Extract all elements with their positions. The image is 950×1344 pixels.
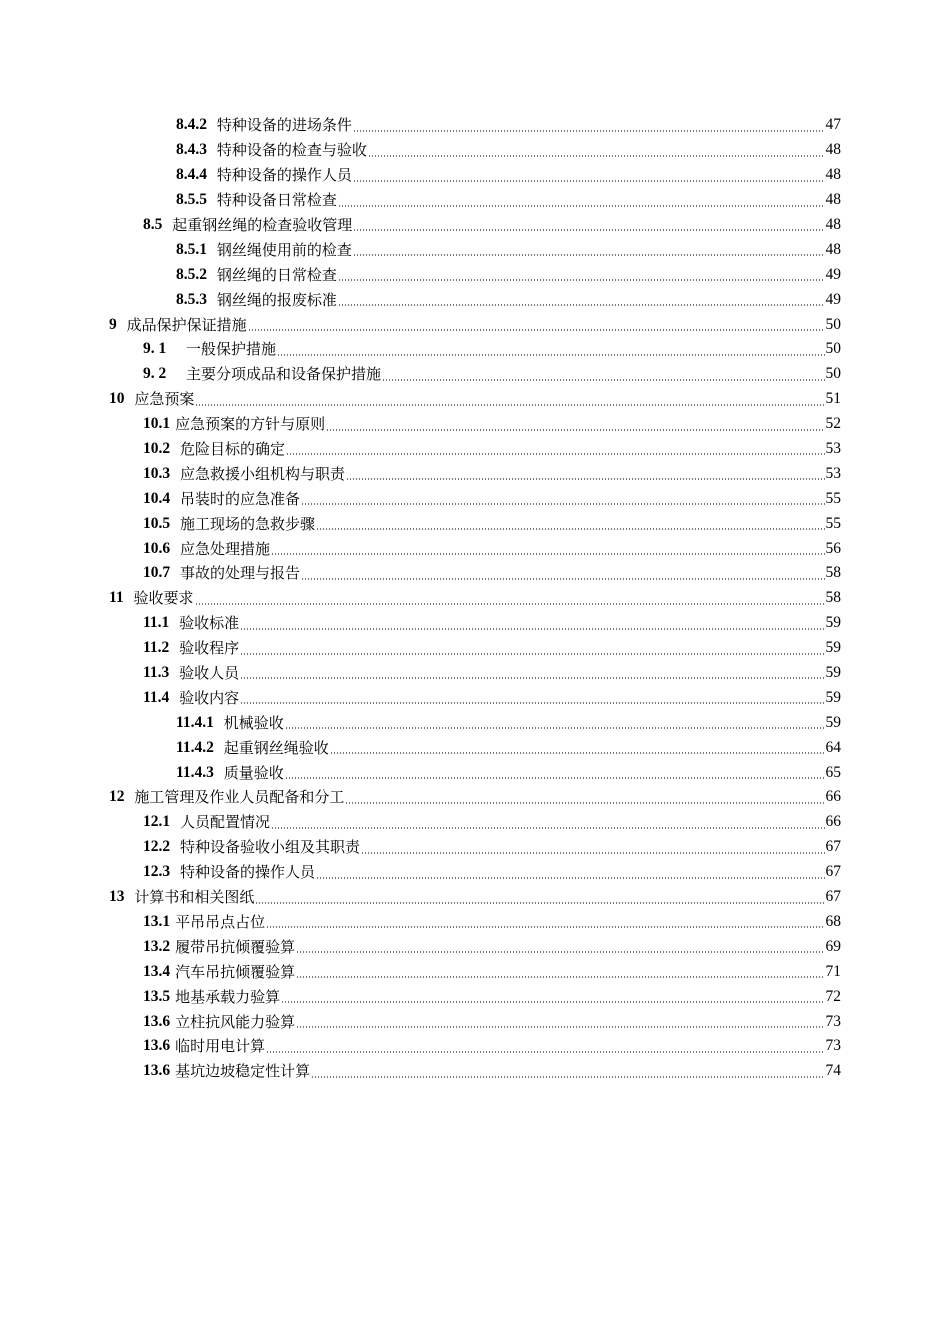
toc-entry-number: 12.2	[143, 838, 171, 856]
toc-entry-number: 8.5.3	[176, 290, 207, 308]
toc-entry-title: 地基承载力验算	[175, 987, 281, 1006]
toc-entry[interactable]	[0, 1034, 950, 1059]
toc-entry-page-number: 48	[825, 141, 841, 159]
toc-entry-number: 9	[109, 315, 117, 333]
toc-entry[interactable]	[0, 835, 950, 860]
toc-entry-page-number: 69	[825, 937, 841, 955]
dot-leader	[346, 478, 825, 480]
toc-entry-number: 8.5.2	[176, 265, 207, 283]
dot-leader	[266, 926, 824, 928]
toc-entry-page-number: 73	[825, 1012, 841, 1030]
toc-entry[interactable]	[0, 611, 950, 636]
toc-entry-page-number: 48	[825, 166, 841, 184]
toc-entry-spacer	[166, 339, 186, 359]
dot-leader	[353, 254, 825, 256]
toc-entry-title: 验收人员	[179, 664, 240, 683]
toc-entry-spacer	[170, 862, 180, 882]
toc-entry-number: 11.3	[143, 664, 170, 682]
dot-leader	[271, 827, 825, 829]
toc-entry-title: 危险目标的确定	[179, 440, 285, 459]
toc-entry-spacer	[125, 389, 135, 409]
toc-entry-number: 13.1	[143, 912, 171, 930]
dot-leader	[330, 752, 825, 754]
toc-entry-number: 8.4.2	[176, 116, 207, 134]
dot-leader	[353, 229, 824, 231]
toc-entry-number: 9. 2	[143, 365, 167, 383]
toc-entry-title: 钢丝绳使用前的检查	[216, 240, 352, 259]
toc-entry-title: 钢丝绳的报废标准	[216, 290, 337, 309]
toc-entry-page-number: 71	[825, 962, 841, 980]
toc-entry-spacer	[170, 464, 180, 484]
toc-entry-number: 11.4	[143, 688, 170, 706]
toc-entry[interactable]	[0, 586, 950, 611]
toc-entry-title: 起重钢丝绳的检查验收管理	[172, 216, 353, 234]
toc-entry-page-number: 51	[825, 390, 841, 408]
toc-entry-spacer	[169, 688, 179, 708]
dot-leader	[240, 628, 824, 630]
toc-entry-title: 施工现场的急救步骤	[179, 514, 315, 533]
toc-entry-number: 13.6	[143, 1037, 171, 1055]
toc-entry[interactable]	[0, 860, 950, 885]
dot-leader	[338, 205, 825, 207]
toc-entry-spacer	[214, 738, 224, 758]
toc-entry-page-number: 58	[825, 589, 841, 607]
toc-entry[interactable]	[0, 735, 950, 760]
toc-entry-spacer	[170, 514, 180, 534]
toc-entry-page-number: 50	[825, 340, 841, 358]
toc-entry-page-number: 65	[825, 763, 841, 781]
toc-entry-number: 10.3	[143, 464, 171, 482]
toc-entry-spacer	[169, 613, 179, 633]
toc-entry-title: 钢丝绳的日常检查	[216, 265, 337, 284]
toc-entry-number: 12.1	[143, 813, 171, 831]
toc-entry-page-number: 55	[825, 489, 841, 507]
toc-entry-title: 验收标准	[179, 614, 240, 633]
toc-entry-spacer	[207, 140, 217, 160]
toc-entry-page-number: 48	[825, 216, 841, 233]
toc-entry-page-number: 59	[825, 614, 841, 632]
toc-entry-title: 应急预案的方针与原则	[175, 415, 326, 434]
toc-entry-number: 8.4.4	[176, 166, 207, 184]
toc-entry-title: 验收内容	[179, 688, 240, 707]
toc-entry-page-number: 66	[825, 788, 841, 806]
toc-entry[interactable]	[0, 138, 950, 163]
toc-entry-number: 11.1	[143, 614, 170, 632]
toc-entry-number: 10.6	[143, 539, 171, 557]
toc-entry-title: 特种设备的操作人员	[179, 863, 315, 882]
dot-leader	[361, 852, 825, 854]
toc-entry[interactable]	[0, 561, 950, 586]
toc-entry-number: 13.2	[143, 937, 171, 955]
dot-leader	[338, 279, 825, 281]
toc-entry[interactable]	[0, 760, 950, 785]
toc-entry[interactable]	[0, 1059, 950, 1084]
toc-entry-number: 13	[109, 888, 125, 906]
toc-entry-page-number: 49	[825, 265, 841, 283]
toc-entry-page-number: 56	[825, 539, 841, 557]
toc-entry-spacer	[207, 265, 217, 285]
toc-entry[interactable]	[0, 661, 950, 686]
dot-leader	[353, 180, 825, 182]
toc-entry-number: 8.5.5	[176, 191, 207, 209]
toc-entry-page-number: 50	[825, 315, 841, 333]
toc-entry-title: 特种设备的进场条件	[216, 116, 352, 135]
toc-entry[interactable]	[0, 287, 950, 312]
toc-entry-spacer	[170, 812, 180, 832]
toc-entry[interactable]	[0, 461, 950, 486]
dot-leader	[296, 951, 824, 953]
toc-entry-number: 10.2	[143, 440, 171, 458]
toc-entry-title: 机械验收	[223, 713, 284, 732]
toc-entry[interactable]	[0, 685, 950, 710]
toc-entry-number: 13.4	[143, 962, 171, 980]
toc-entry-spacer	[169, 663, 179, 683]
toc-entry-spacer	[214, 713, 224, 733]
toc-entry-title: 吊装时的应急准备	[179, 489, 300, 508]
toc-entry-page-number: 67	[825, 863, 841, 881]
dot-leader	[285, 777, 825, 779]
dot-leader	[338, 304, 825, 306]
toc-entry-spacer	[125, 887, 135, 907]
toc-entry-spacer	[125, 787, 135, 807]
toc-entry-spacer	[214, 763, 224, 783]
toc-entry[interactable]	[0, 785, 950, 810]
toc-entry[interactable]	[0, 511, 950, 536]
dot-leader	[311, 1076, 824, 1078]
toc-entry-page-number: 53	[825, 440, 841, 458]
dot-leader	[316, 877, 825, 879]
toc-entry-page-number: 52	[825, 415, 841, 433]
toc-entry-number: 10.1	[143, 415, 171, 433]
toc-entry-title: 特种设备的检查与验收	[216, 141, 367, 160]
toc-entry-title: 起重钢丝绳验收	[223, 738, 329, 757]
toc-entry[interactable]	[0, 262, 950, 287]
toc-entry-spacer	[170, 489, 180, 509]
toc-entry-spacer	[207, 290, 217, 310]
toc-entry-number: 12.3	[143, 863, 171, 881]
toc-entry-page-number: 67	[825, 888, 841, 906]
toc-entry[interactable]	[0, 710, 950, 735]
toc-entry-title: 应急处理措施	[179, 539, 270, 558]
dot-leader	[301, 578, 825, 580]
toc-entry-spacer	[117, 315, 127, 335]
toc-entry-page-number: 48	[825, 240, 841, 258]
toc-entry[interactable]	[0, 984, 950, 1009]
toc-entry-number: 12	[109, 788, 125, 806]
toc-entry-title: 主要分项成品和设备保护措施	[185, 365, 381, 384]
toc-entry-title: 特种设备日常检查	[216, 191, 337, 210]
toc-entry-number: 9. 1	[143, 340, 167, 358]
toc-entry-title: 特种设备验收小组及其职责	[179, 838, 360, 857]
toc-entry-number: 10.7	[143, 564, 171, 582]
toc-entry-title: 施工管理及作业人员配备和分工	[134, 788, 345, 807]
toc-entry-number: 11.2	[143, 639, 170, 657]
toc-entry-number: 11.4.1	[176, 713, 214, 731]
toc-entry-spacer	[170, 563, 180, 583]
toc-entry-title: 质量验收	[223, 763, 284, 782]
toc-entry[interactable]	[0, 213, 950, 238]
toc-entry-number: 10.5	[143, 514, 171, 532]
toc-entry-page-number: 74	[825, 1062, 841, 1080]
toc-entry[interactable]	[0, 536, 950, 561]
toc-entry-title: 临时用电计算	[175, 1037, 266, 1056]
toc-entry-title: 应急预案	[134, 390, 195, 409]
toc-entry-spacer	[162, 215, 172, 235]
toc-entry-spacer	[207, 165, 217, 185]
toc-entry-spacer	[124, 588, 134, 608]
toc-entry-number: 11.4.3	[176, 763, 214, 781]
toc-entry-title: 汽车吊抗倾覆验算	[175, 962, 296, 981]
dot-leader	[326, 429, 824, 431]
toc-entry-title: 验收要求	[133, 589, 194, 608]
toc-entry-number: 8.4.3	[176, 141, 207, 159]
dot-leader	[345, 802, 824, 804]
toc-entry[interactable]	[0, 486, 950, 511]
toc-entry-page-number: 50	[825, 365, 841, 383]
dot-leader	[285, 727, 825, 729]
toc-entry-number: 11	[109, 589, 124, 607]
toc-entry-spacer	[170, 439, 180, 459]
dot-leader	[281, 1001, 824, 1003]
toc-entry-page-number: 59	[825, 713, 841, 731]
toc-entry-page-number: 49	[825, 290, 841, 308]
toc-entry[interactable]	[0, 437, 950, 462]
toc-entry-page-number: 58	[825, 564, 841, 582]
toc-entry[interactable]	[0, 163, 950, 188]
dot-leader	[382, 379, 825, 381]
toc-entry-title: 一般保护措施	[185, 340, 276, 359]
toc-entry-page-number: 48	[825, 191, 841, 209]
toc-entry-title: 成品保护保证措施	[126, 315, 247, 334]
toc-entry-number: 13.5	[143, 987, 171, 1005]
toc-entry-title: 立柱抗风能力验算	[175, 1012, 296, 1031]
toc-entry-number: 8.5.1	[176, 240, 207, 258]
toc-entry-page-number: 64	[825, 738, 841, 756]
toc-entry-number: 13.6	[143, 1012, 171, 1030]
toc-entry-spacer	[207, 115, 217, 135]
toc-entry-page-number: 53	[825, 464, 841, 482]
toc-entry-page-number: 59	[825, 639, 841, 657]
toc-entry-title: 人员配置情况	[179, 813, 270, 832]
dot-leader	[353, 130, 825, 132]
dot-leader	[271, 553, 825, 555]
dot-leader	[195, 404, 824, 406]
toc-entry-title: 验收程序	[179, 639, 240, 658]
toc-entry-number: 8.5	[143, 216, 163, 233]
toc-entry-title: 平吊吊点占位	[175, 912, 266, 931]
toc-entry[interactable]	[0, 885, 950, 910]
toc-entry-page-number: 73	[825, 1037, 841, 1055]
dot-leader	[296, 976, 824, 978]
toc-entry-spacer	[170, 539, 180, 559]
toc-entry-number: 10.4	[143, 489, 171, 507]
toc-entry-page-number: 47	[825, 116, 841, 134]
toc-entry[interactable]	[0, 810, 950, 835]
toc-entry-page-number: 59	[825, 688, 841, 706]
dot-leader	[266, 1051, 824, 1053]
toc-entry-title: 事故的处理与报告	[179, 564, 300, 583]
dot-leader	[277, 354, 825, 356]
toc-entry-spacer	[166, 364, 186, 384]
dot-leader	[248, 329, 825, 331]
toc-entry[interactable]	[0, 188, 950, 213]
toc-entry-title: 应急救援小组机构与职责	[179, 464, 345, 483]
toc-entry-title: 基坑边坡稳定性计算	[175, 1062, 311, 1081]
dot-leader	[368, 155, 825, 157]
toc-entry-page-number: 68	[825, 912, 841, 930]
toc-entry[interactable]	[0, 337, 950, 362]
toc-entry-page-number: 67	[825, 838, 841, 856]
toc-entry[interactable]	[0, 934, 950, 959]
toc-entry[interactable]	[0, 312, 950, 337]
dot-leader	[240, 702, 824, 704]
toc-entry[interactable]	[0, 636, 950, 661]
toc-entry[interactable]	[0, 387, 950, 412]
toc-entry-number: 13.6	[143, 1062, 171, 1080]
dot-leader	[195, 603, 825, 605]
dot-leader	[296, 1026, 824, 1028]
toc-entry[interactable]	[0, 412, 950, 437]
dot-leader	[316, 528, 825, 530]
toc-entry-page-number: 66	[825, 813, 841, 831]
toc-entry-spacer	[169, 638, 179, 658]
toc-entry-page-number: 55	[825, 514, 841, 532]
dot-leader	[301, 503, 825, 505]
toc-entry-spacer	[207, 240, 217, 260]
toc-entry[interactable]	[0, 113, 950, 138]
toc-entry[interactable]	[0, 237, 950, 262]
toc-entry[interactable]	[0, 362, 950, 387]
toc-entry-spacer	[170, 837, 180, 857]
dot-leader	[240, 677, 824, 679]
toc-entry-page-number: 59	[825, 664, 841, 682]
dot-leader	[240, 653, 824, 655]
toc-entry-title: 履带吊抗倾覆验算	[175, 937, 296, 956]
toc-entry-number: 11.4.2	[176, 738, 214, 756]
toc-entry-title: 计算书和相关图纸	[134, 888, 255, 907]
toc-entry[interactable]	[0, 1009, 950, 1034]
toc-entry-page-number: 72	[825, 987, 841, 1005]
toc-entry-spacer	[207, 190, 217, 210]
toc-entry[interactable]	[0, 959, 950, 984]
dot-leader	[255, 902, 824, 904]
toc-entry[interactable]	[0, 910, 950, 935]
table-of-contents	[0, 113, 950, 1084]
dot-leader	[286, 453, 825, 455]
toc-entry-number: 10	[109, 390, 125, 408]
toc-entry-title: 特种设备的操作人员	[216, 166, 352, 185]
